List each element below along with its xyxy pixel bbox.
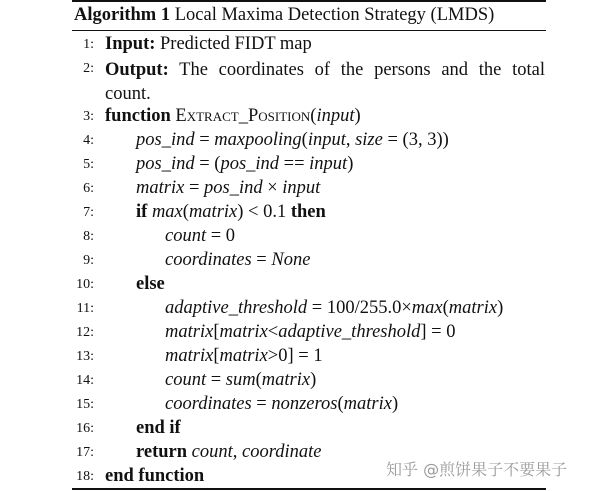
code-token: coordinates	[165, 394, 252, 414]
code-token: maxpooling	[214, 130, 302, 150]
code-token: =	[251, 250, 272, 270]
code-token: (	[301, 130, 308, 150]
code-token: None	[271, 250, 311, 270]
code-token: (	[442, 298, 449, 318]
algorithm-line-6	[72, 178, 546, 202]
code-token: matrix	[165, 322, 214, 342]
code-token: Predicted FIDT map	[155, 34, 312, 54]
algorithm-line-10	[72, 274, 546, 298]
algorithm-line-3	[72, 106, 546, 130]
code-token: max	[151, 202, 183, 222]
line-number: 9:	[83, 253, 94, 268]
code-token: <	[267, 322, 279, 342]
code-token: matrix	[343, 394, 392, 414]
line-code	[136, 418, 181, 439]
line-code	[105, 58, 545, 106]
line-number: 1:	[83, 37, 94, 52]
code-token: sum	[225, 370, 256, 390]
algorithm-line-5	[72, 154, 546, 178]
line-code	[165, 370, 316, 391]
code-token: adaptive_threshold	[165, 298, 308, 318]
code-token: count	[165, 226, 207, 246]
code-token: The coordinates of the persons and the total count.	[105, 60, 545, 104]
algorithm-line-12	[72, 322, 546, 346]
algorithm-name: Local Maxima Detection Strategy (LMDS)	[170, 5, 495, 25]
code-token: count	[191, 442, 233, 462]
code-token: then	[290, 202, 326, 222]
line-number: 18:	[76, 469, 94, 484]
code-token: end function	[105, 466, 205, 486]
line-number: 14:	[76, 373, 94, 388]
code-token: size	[355, 130, 383, 150]
line-code	[136, 274, 165, 295]
line-number: 4:	[83, 133, 94, 148]
algorithm-line-9	[72, 250, 546, 274]
code-token: (	[310, 106, 317, 126]
line-code	[136, 202, 326, 223]
code-token: )	[391, 394, 399, 414]
code-token: (	[182, 202, 189, 222]
code-token: =	[194, 130, 215, 150]
line-number: 16:	[76, 421, 94, 436]
watermark: 知乎 @煎饼果子不要果子	[386, 460, 568, 479]
algorithm-line-8	[72, 226, 546, 250]
code-token: ×	[262, 178, 283, 198]
line-number: 3:	[83, 109, 94, 124]
code-token: Output:	[105, 60, 169, 80]
code-token: pos_ind	[204, 178, 263, 198]
code-token: = 100/255.0×	[307, 298, 412, 318]
line-code	[136, 442, 322, 463]
line-code	[136, 154, 353, 175]
line-number: 6:	[83, 181, 94, 196]
code-token: >0] = 1	[267, 346, 323, 366]
line-code	[136, 130, 449, 151]
code-token: matrix	[219, 346, 268, 366]
code-token: (	[255, 370, 262, 390]
code-token: Input:	[105, 34, 156, 54]
algorithm-label: Algorithm 1	[74, 5, 171, 25]
line-code	[165, 226, 235, 247]
code-token: coordinates	[165, 250, 252, 270]
algorithm-title	[74, 5, 494, 26]
line-number: 11:	[76, 301, 94, 316]
code-token: max	[411, 298, 443, 318]
code-token: ) < 0.1	[237, 202, 291, 222]
line-code	[165, 298, 503, 319]
code-token: Extract_Position	[175, 106, 311, 126]
algorithm-line-13	[72, 346, 546, 370]
code-token: )	[347, 154, 354, 174]
code-token: pos_ind	[136, 154, 195, 174]
code-token: =	[184, 178, 204, 198]
code-token: =	[251, 394, 272, 414]
code-token: [	[213, 322, 220, 342]
line-number: 8:	[83, 229, 94, 244]
code-token: ,	[232, 442, 243, 462]
code-token: matrix	[219, 322, 268, 342]
code-token: ,	[345, 130, 356, 150]
code-token: [	[213, 346, 220, 366]
line-code	[105, 106, 361, 127]
code-token: pos_ind	[220, 154, 280, 174]
code-token: matrix	[136, 178, 185, 198]
code-token: coordinate	[242, 442, 322, 462]
code-token: )	[310, 370, 317, 390]
line-number: 5:	[83, 157, 94, 172]
line-number: 17:	[76, 445, 94, 460]
line-number: 15:	[76, 397, 94, 412]
line-code	[165, 322, 456, 343]
algorithm-line-2	[72, 58, 546, 104]
code-token: ] = 0	[420, 322, 456, 342]
algorithm-line-16	[72, 418, 546, 442]
line-code	[165, 346, 323, 367]
algorithm-line-11	[72, 298, 546, 322]
top-rule	[72, 0, 546, 2]
code-token: input	[316, 106, 355, 126]
code-token: (	[337, 394, 344, 414]
algorithm-line-1	[72, 34, 546, 58]
code-token: if	[136, 202, 152, 222]
code-token: = (	[194, 154, 221, 174]
line-number: 7:	[83, 205, 94, 220]
code-token: ==	[279, 154, 310, 174]
code-token: =	[206, 370, 226, 390]
code-token: end if	[136, 418, 181, 438]
code-token: matrix	[448, 298, 498, 318]
code-token: return	[136, 442, 192, 462]
line-code	[105, 466, 204, 487]
code-token: count	[165, 370, 207, 390]
title-rule	[72, 30, 546, 31]
line-number: 10:	[76, 277, 94, 292]
code-token: nonzeros	[271, 394, 338, 414]
code-token: = (3, 3))	[382, 130, 449, 150]
code-token: input	[307, 130, 346, 150]
algorithm-line-14	[72, 370, 546, 394]
code-token: function	[105, 106, 176, 126]
line-code	[136, 178, 320, 199]
line-code	[165, 394, 398, 415]
algorithm-line-4	[72, 130, 546, 154]
line-number: 2:	[83, 61, 94, 76]
code-token: input	[309, 154, 348, 174]
code-token: matrix	[165, 346, 214, 366]
code-token: pos_ind	[136, 130, 195, 150]
line-code	[165, 250, 310, 271]
line-number: 13:	[76, 349, 94, 364]
line-number: 12:	[76, 325, 94, 340]
code-token: )	[497, 298, 504, 318]
code-token: input	[282, 178, 321, 198]
bottom-rule	[72, 488, 546, 490]
algorithm-line-15	[72, 394, 546, 418]
line-code	[105, 34, 312, 55]
code-token: else	[136, 274, 165, 294]
code-token: matrix	[261, 370, 311, 390]
algorithm-line-7	[72, 202, 546, 226]
code-token: = 0	[206, 226, 236, 246]
code-token: adaptive_threshold	[278, 322, 421, 342]
code-token: )	[354, 106, 361, 126]
code-token: matrix	[188, 202, 238, 222]
